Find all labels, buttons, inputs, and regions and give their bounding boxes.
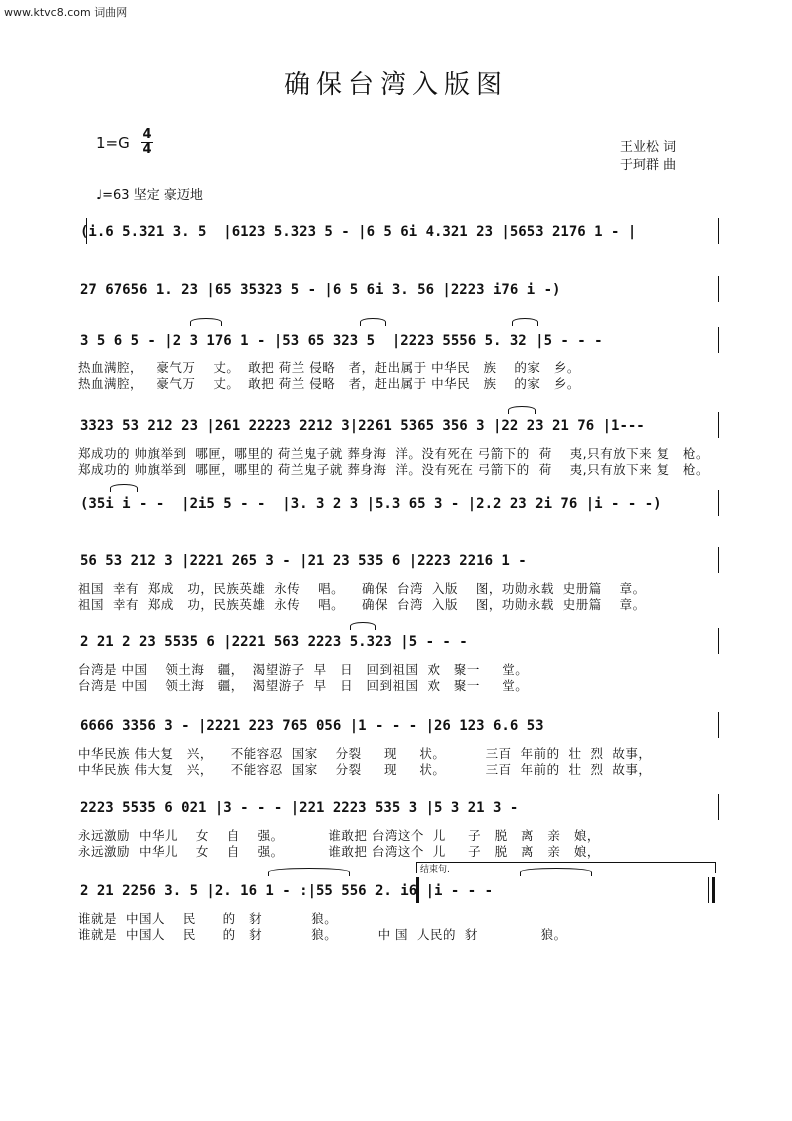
score-row-4: 3323 53 212 23 |261 22223 2212 3|2261 5365 356 3 |22 23 21 76 |1--- (80, 418, 645, 434)
barline (718, 490, 719, 516)
lyric-row-10-verse-2: 谁就是 中国人 民 的 豺 狼。 中 国 人民的 豺 狼。 (78, 927, 567, 942)
score-row-8: 6666 3356 3 - |2221 223 765 056 |1 - - - |26 123 6.6 53 (80, 718, 544, 734)
lyric-row-8-verse-1: 中华民族 伟大复 兴， 不能容忍 国家 分裂 现 状。 三百 年前的 壮 烈 故事， (78, 746, 652, 761)
barline (718, 712, 719, 738)
barline (708, 877, 709, 903)
time-signature (141, 128, 153, 157)
repeat-barline (416, 877, 419, 903)
lyric-row-10-verse-1: 谁就是 中国人 民 的 豺 狼。 (78, 911, 338, 926)
coda-label: 结束句. (420, 865, 450, 875)
slur (350, 622, 376, 630)
lyric-row-3-verse-1: 热血满腔， 豪气万 丈。 敢把 荷兰 侵略 者，赶出属于 中华民 族 的家 乡。 (78, 360, 580, 375)
final-barline (712, 877, 715, 903)
slur (110, 484, 138, 492)
time-signature-bottom: 4 (142, 142, 152, 157)
lyric-row-3-verse-2: 热血满腔， 豪气万 丈。 敢把 荷兰 侵略 者，赶出属于 中华民 族 的家 乡。 (78, 376, 580, 391)
score-row-10: 2 21 2256 3. 5 |2. 16 1 - :|55 556 2. i6 |i - - - (80, 883, 494, 899)
tempo-marking: ♩=63 坚定 豪迈地 (96, 188, 203, 203)
barline (718, 218, 719, 244)
slur (512, 318, 538, 326)
lyric-row-4-verse-2: 郑成功的 帅旗举到 哪匣，哪里的 荷兰鬼子就 葬身海 洋。没有死在 弓箭下的 荷 夷,只有放下来 复 枪。 (78, 462, 709, 477)
watermark-text: www.ktvc8.com 词曲网 (4, 6, 128, 19)
lyric-row-8-verse-2: 中华民族 伟大复 兴， 不能容忍 国家 分裂 现 状。 三百 年前的 壮 烈 故事， (78, 762, 652, 777)
lyric-row-9-verse-2: 永远激励 中华儿 女 自 强。 谁敢把 台湾这个 儿 子 脱 离 亲 娘， (78, 844, 600, 859)
lyric-row-7-verse-1: 台湾是 中国 领土海 疆， 渴望游子 早 日 回到祖国 欢 聚一 堂。 (78, 662, 529, 677)
slur (508, 406, 536, 414)
slur (360, 318, 386, 326)
score-row-1: (i.6 5.321 3. 5 |6123 5.323 5 - |6 5 6i 4.321 23 |5653 2176 1 - | (80, 224, 637, 240)
lyric-row-7-verse-2: 台湾是 中国 领土海 疆， 渴望游子 早 日 回到祖国 欢 聚一 堂。 (78, 678, 529, 693)
barline (718, 412, 719, 438)
score-row-2: 27 67656 1. 23 |65 35323 5 - |6 5 6i 3. 56 |2223 i76 i -) (80, 282, 561, 298)
barline (718, 327, 719, 353)
lyric-row-4-verse-1: 郑成功的 帅旗举到 哪匣，哪里的 荷兰鬼子就 葬身海 洋。没有死在 弓箭下的 荷 夷,只有放下来 复 枪。 (78, 446, 709, 461)
slur (520, 868, 592, 876)
score-row-3: 3 5 6 5 - |2 3 176 1 - |53 65 323 5 |2223 5556 5. 32 |5 - - - (80, 333, 603, 349)
slur (268, 868, 350, 876)
barline (718, 276, 719, 302)
lyricist-credit: 王业松 词 (620, 140, 677, 155)
lyric-row-9-verse-1: 永远激励 中华儿 女 自 强。 谁敢把 台湾这个 儿 子 脱 离 亲 娘， (78, 828, 600, 843)
slur (190, 318, 222, 326)
barline (86, 218, 87, 244)
barline (718, 547, 719, 573)
song-title: 确保台湾入版图 (283, 70, 508, 100)
score-row-6: 56 53 212 3 |2221 265 3 - |21 23 535 6 |2223 2216 1 - (80, 553, 527, 569)
barline (718, 628, 719, 654)
composer-credit: 于珂群 曲 (620, 158, 677, 173)
key-signature: 1=G (96, 134, 130, 152)
score-row-7: 2 21 2 23 5535 6 |2221 563 2223 5.323 |5 - - - (80, 634, 468, 650)
time-signature-top: 4 (142, 127, 152, 142)
score-row-5: (35i i - - |2i5 5 - - |3. 3 2 3 |5.3 65 3 - |2.2 23 2i 76 |i - - -) (80, 496, 662, 512)
score-row-9: 2223 5535 6 021 |3 - - - |221 2223 535 3 |5 3 21 3 - (80, 800, 519, 816)
barline (718, 794, 719, 820)
lyric-row-6-verse-1: 祖国 幸有 郑成 功，民族英雄 永传 唱。 确保 台湾 入版 图，功勋永载 史册篇 章。 (78, 581, 646, 596)
lyric-row-6-verse-2: 祖国 幸有 郑成 功，民族英雄 永传 唱。 确保 台湾 入版 图，功勋永载 史册篇 章。 (78, 597, 646, 612)
